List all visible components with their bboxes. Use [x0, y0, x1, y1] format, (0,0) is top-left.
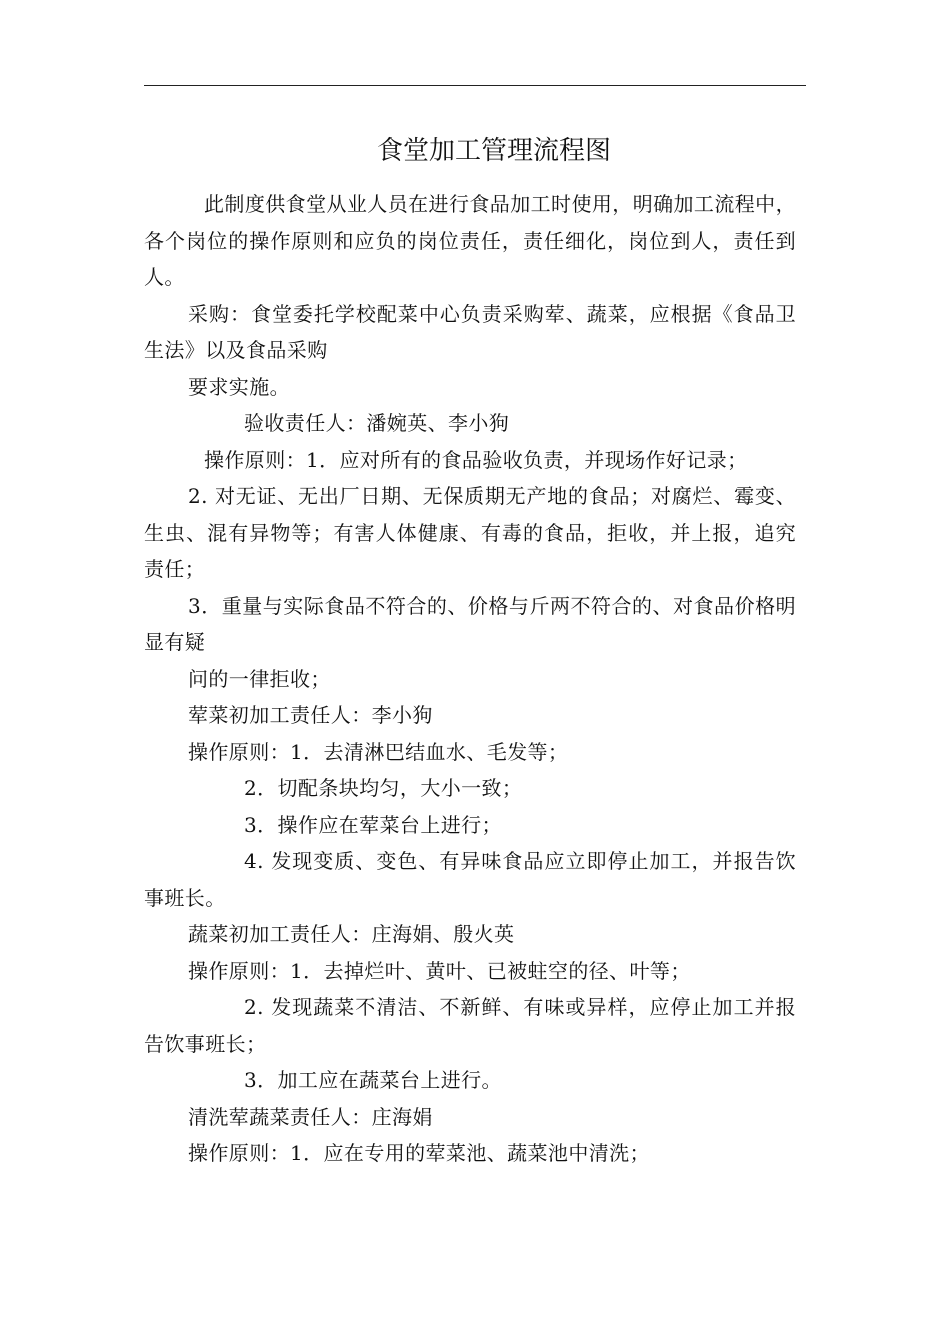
- inspection-rule-2: 2. 对无证、无出厂日期、无保质期无产地的食品；对腐烂、霉变、生虫、混有异物等；有害人体健康、有毒的食品，拒收，并上报，追究责任；: [144, 484, 796, 581]
- meat-prep-rule-2: 2．切配条块均匀，大小一致；: [244, 776, 523, 800]
- meat-prep-rule-1: 操作原则：1．去清淋巴结血水、毛发等；: [188, 739, 569, 764]
- meat-prep-rule-4: 4. 发现变质、变色、有异味食品应立即停止加工，并报告饮事班长。: [144, 849, 796, 910]
- document-body: [144, 186, 796, 1172]
- intro-paragraph: 此制度供食堂从业人员在进行食品加工时使用，明确加工流程中，各个岗位的操作原则和应负的岗位责任，责任细化，岗位到人，责任到人。: [144, 192, 796, 289]
- washing-rule-1: 操作原则：1．应在专用的荤菜池、蔬菜池中清洗；: [188, 1141, 650, 1165]
- veg-prep-rule-1: 操作原则：1．去掉烂叶、黄叶、已被蛀空的径、叶等；: [188, 958, 691, 983]
- page-title: 食堂加工管理流程图: [376, 136, 611, 166]
- inspection-rule-3: 3．重量与实际食品不符合的、价格与斤两不符合的、对食品价格明显有疑: [144, 593, 796, 654]
- veg-prep-rule-2: 2. 发现蔬菜不清洁、不新鲜、有味或异样，应停止加工并报告饮事班长；: [144, 995, 796, 1056]
- washing-responsible: 清洗荤蔬菜责任人：庄海娟: [188, 1104, 433, 1129]
- inspection-rule-1: 操作原则：1．应对所有的食品验收负责，并现场作好记录；: [204, 447, 748, 472]
- veg-prep-rule-3: 3．加工应在蔬菜台上进行。: [244, 1068, 502, 1092]
- veg-prep-responsible: 蔬菜初加工责任人：庄海娟、殷火英: [188, 922, 515, 946]
- meat-prep-rule-3: 3．操作应在荤菜台上进行；: [244, 812, 502, 837]
- meat-prep-responsible: 荤菜初加工责任人：李小狗: [188, 703, 433, 727]
- inspection-responsible: 验收责任人：潘婉英、李小狗: [244, 411, 510, 435]
- purchase-continuation: 要求实施。: [188, 374, 290, 399]
- purchase-paragraph: 采购：食堂委托学校配菜中心负责采购荤、蔬菜，应根据《食品卫生法》以及食品采购: [144, 301, 796, 362]
- inspection-rule-3-continuation: 问的一律拒收；: [188, 666, 331, 691]
- header-rule: [144, 85, 806, 86]
